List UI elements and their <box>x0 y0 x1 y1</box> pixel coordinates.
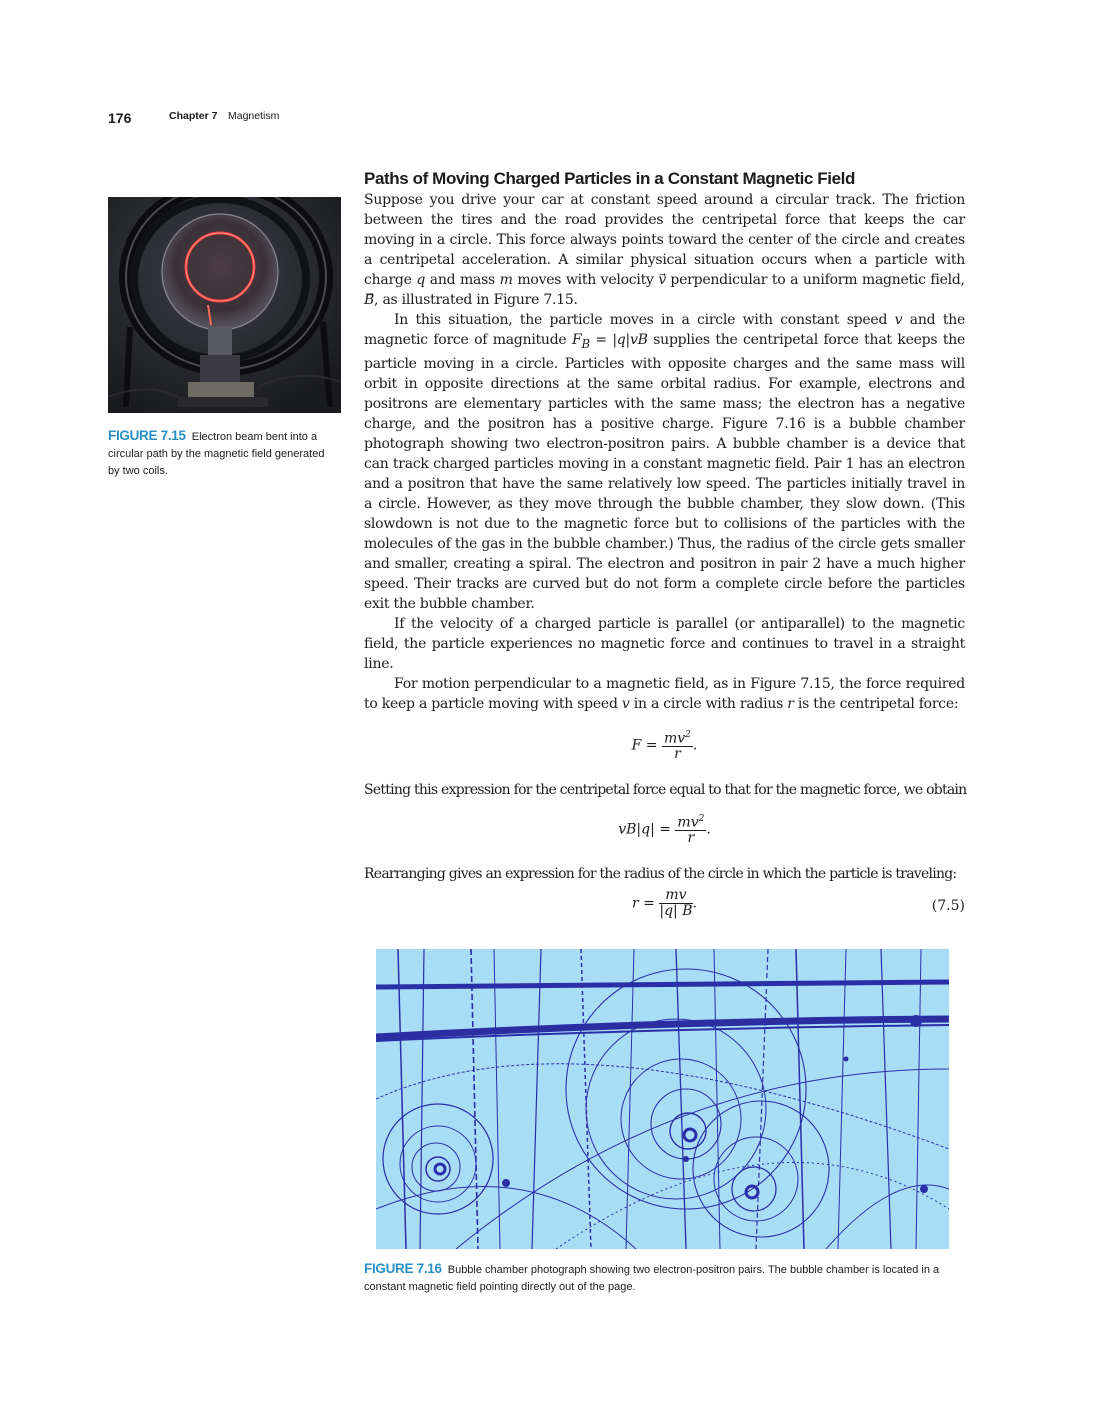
eq1-lhs: F = <box>631 737 658 754</box>
p1-text-d: perpendicular to a uniform magnetic field, <box>665 272 965 288</box>
symbol-abs-q: |q| <box>612 332 630 348</box>
p4-text-c: is the centripetal force: <box>793 695 959 712</box>
symbol-B-subscript: B <box>581 336 590 351</box>
symbol-m: m <box>499 272 513 288</box>
eq2-denominator: r <box>687 830 695 847</box>
figure-7-16-label: FIGURE 7.16 <box>364 1261 442 1276</box>
symbol-F: F <box>571 332 582 348</box>
bubble-chamber-photo <box>376 949 949 1249</box>
eq1-exponent: 2 <box>685 729 691 740</box>
eq2-numerator: mv <box>677 814 699 831</box>
eq1-denominator: r <box>674 746 681 763</box>
equation-number: (7.5) <box>931 897 965 914</box>
running-header <box>108 108 280 128</box>
eq1-numerator: mv <box>663 730 686 747</box>
equation-radius: r = $\frac{mv}{|q| B}$ . (7.5) <box>632 886 965 919</box>
eq3-denominator: |q| B <box>659 902 693 919</box>
figure-7-15-caption <box>108 427 333 480</box>
paragraph-3: If the velocity of a charged particle is parallel (or antiparallel) to the magnetic field, the particle experiences no magnetic force and continues to travel in a straight line. <box>364 615 965 672</box>
eq1-fraction <box>662 728 693 763</box>
paragraph-6: Rearranging gives an expression for the radius of the circle in which the particle is traveling: <box>364 865 957 882</box>
eq2-lhs: vB|q| = <box>618 821 671 838</box>
paragraph-2: In this situation, the particle moves in a circle with constant speed v and the magnetic force of magnitude $F_B = |q|vB$ supplies the centripetal force that keeps the particle moving in a circle. Particles with opposite charges and the same mass will orbit in opposite directions at the same orbital radius. For example, electrons and positrons are elementary particles with the same mass; the electron has a negative charge, and the positron has a positive charge. Figure 7.16 is a bubble chamber photograph showing two electron-positron pairs. A bubble chamber is a device that can track charged particles moving in a constant magnetic field. Pair 1 has an electron and a positron that have the same relatively low speed. The particles initially travel in a circle. However, as they move through the bubble chamber, they slow down. (This slowdown is not due to the magnetic force but to collisions of the particles with the molecules of the gas in the bubble chamber.) Thus, the radius of the circle gets smaller and smaller, creating a spiral. The electron and positron in pair 2 have a much higher speed. Their tracks are curved but do not form a complete circle before the particles exit the bubble chamber. <box>364 312 965 612</box>
paragraph-5: Setting this expression for the centripetal force equal to that for the magnetic force, we obtain <box>364 781 967 798</box>
p1-text-e: , as illustrated in Figure 7.15. <box>374 292 578 308</box>
electron-beam-tube-photo <box>108 197 341 413</box>
symbol-v-2: v <box>621 695 630 712</box>
main-text-column <box>364 168 965 928</box>
p1-text-a: Suppose you drive your car at constant speed around a circular track. The friction between the tires and the road provides the centripetal force that keeps the car moving in a circle. This force always points toward the center of the circle and creates a centripetal acceleration. A similar physical situation occurs when a particle with charge <box>364 192 965 288</box>
symbol-velocity-vector: v <box>658 272 666 288</box>
p4-text-a: For motion perpendicular to a magnetic field, as in Figure 7.15, the force required to keep a particle moving with speed <box>364 675 965 712</box>
section-heading: Paths of Moving Charged Particles in a Constant Magnetic Field <box>364 169 855 188</box>
eq3-lhs: r = <box>632 895 655 912</box>
p2-text-b: and the magnetic force of magnitude <box>364 312 965 348</box>
symbol-q: q <box>416 272 426 288</box>
eq2-fraction <box>675 812 706 847</box>
symbol-r: r <box>787 695 794 712</box>
eq3-numerator: mv <box>659 888 692 904</box>
chapter-title: Magnetism <box>228 110 280 122</box>
figure-7-16-caption-text: Bubble chamber photograph showing two electron-positron pairs. The bubble chamber is located in a constant magnetic field pointing directly out of the page. <box>364 1264 940 1293</box>
p1-text-c: moves with velocity <box>512 272 659 288</box>
chapter-label: Chapter 7 <box>169 110 218 122</box>
paragraph-4 <box>364 674 965 714</box>
page-number: 176 <box>108 110 132 126</box>
paragraph-1 <box>364 190 965 310</box>
symbol-field-vector: B <box>364 292 375 308</box>
eq3-fraction <box>659 888 692 919</box>
p4-text-b: in a circle with radius <box>629 695 788 712</box>
figure-7-16-caption <box>364 1260 969 1296</box>
figure-7-15-caption-text: Electron beam bent into a circular path by the magnetic field generated by two coils. <box>108 431 325 477</box>
equation-centripetal-force: F = $\frac{mv^2}{r}$ . <box>631 729 698 763</box>
p1-text-b: and mass <box>425 272 500 288</box>
equation-force-balance: vB|q| = $\frac{mv^2}{r}$ . <box>618 813 711 847</box>
figure-7-15-label: FIGURE 7.15 <box>108 428 186 443</box>
symbol-vB: vB <box>630 332 648 348</box>
symbol-v: v <box>894 312 903 328</box>
eq2-exponent: 2 <box>698 813 705 824</box>
p2-text-a: In this situation, the particle moves in a circle with constant speed <box>394 312 895 328</box>
p2-text-c: supplies the centripetal force that keeps the particle moving in a circle. Particles with opposite charges and the same mass will orbit in opposite directions at the same orbital radius. For example, electrons and positrons are elementary particles with the same mass; the electron has a negative charge, and the positron has a positive charge. Figure 7.16 is a bubble chamber photograph showing two electron-positron pairs. A bubble chamber is a device that can track charged particles moving in a constant magnetic field. Pair 1 has an electron and a positron that have the same relatively low speed. The particles initially travel in a circle. However, as they move through the bubble chamber, they slow down. (This slowdown is not due to the magnetic force but to collisions of the particles with the molecules of the gas in the bubble chamber.) Thus, the radius of the circle gets smaller and smaller, creating a spiral. The electron and positron in pair 2 have a much higher speed. Their tracks are curved but do not form a complete circle before the particles exit the bubble chamber. <box>364 332 965 612</box>
